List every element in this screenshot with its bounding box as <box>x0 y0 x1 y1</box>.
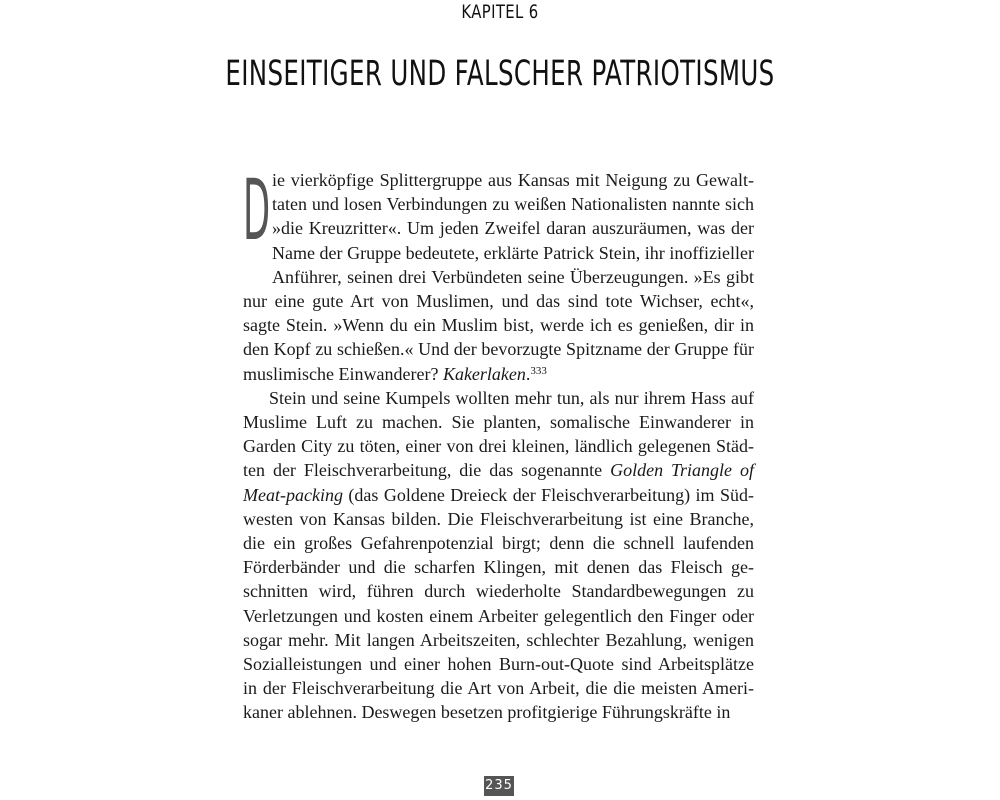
paragraph-1-text-b: . <box>525 363 531 384</box>
paragraph-2 <box>243 386 754 725</box>
paragraph-2-italic: Golden Triangle of Meat-packing <box>243 460 754 505</box>
chapter-label: KAPITEL 6 <box>461 1 539 23</box>
footnote-marker: 333 <box>530 364 547 377</box>
body-text <box>243 161 754 725</box>
drop-cap-letter: D <box>243 161 271 259</box>
drop-cap <box>243 161 271 266</box>
paragraph-2-text-a: Stein und seine Kumpels wollten mehr tun, als nur ihrem Hass auf Muslime Luft zu machen. Sie planten, somalische Einwanderer in Garden City zu töten, einer von drei kleinen, ländlich gelegenen Städten der Fleischverarbeitung, die das sogenannte <box>243 387 754 481</box>
paragraph-1-italic: Kakerlaken <box>442 363 526 384</box>
page-number: 235 <box>484 776 514 796</box>
paragraph-2-text-b: (das Goldene Dreieck der Fleischverarbeitung) im Südwesten von Kansas bilden. Die Fleischverarbeitung ist eine Branche, die ein großes Gefahrenpotenzial birgt; denn die schnell laufenden Förderbänder und die scharfen Klingen, mit denen das Fleisch geschnitten wird, führen durch wiederholte Standardbewegungen zu Verletzungen und kosten einem Arbeiter gelegentlich den Finger oder sogar mehr. Mit langen Arbeitszeiten, schlechter Bezahlung, wenigen Sozialleistungen und einer hohen Burn-out-Quote sind Arbeitsplätze in der Fleischverarbeitung die Art von Arbeit, die die meisten Amerikaner ablehnen. Deswegen besetzen profitgierige Führungskräfte in <box>243 484 754 723</box>
paragraph-1-text-a: ie vierköpfige Splittergruppe aus Kansas mit Neigung zu Gewalttaten und losen Verbindungen zu weißen Nationalisten nannte sich »die Kreuzritter«. Um jeden Zweifel daran auszuräumen, was der Name der Gruppe bedeutete, erklärte Patrick Stein, ihr inoffizieller Anführer, seinen drei Verbündeten seine Überzeugungen. »Es gibt nur eine gute Art von Muslimen, und das sind tote Wichser, echt«, sagte Stein. »Wenn du ein Muslim bist, werde ich es genießen, dir in den Kopf zu schießen.« Und der bevorzugte Spitzname der Gruppe für muslimische Einwanderer? <box>243 170 754 384</box>
paragraph-1 <box>243 161 754 386</box>
chapter-title: EINSEITIGER UND FALSCHER PATRIOTISMUS <box>225 54 775 94</box>
